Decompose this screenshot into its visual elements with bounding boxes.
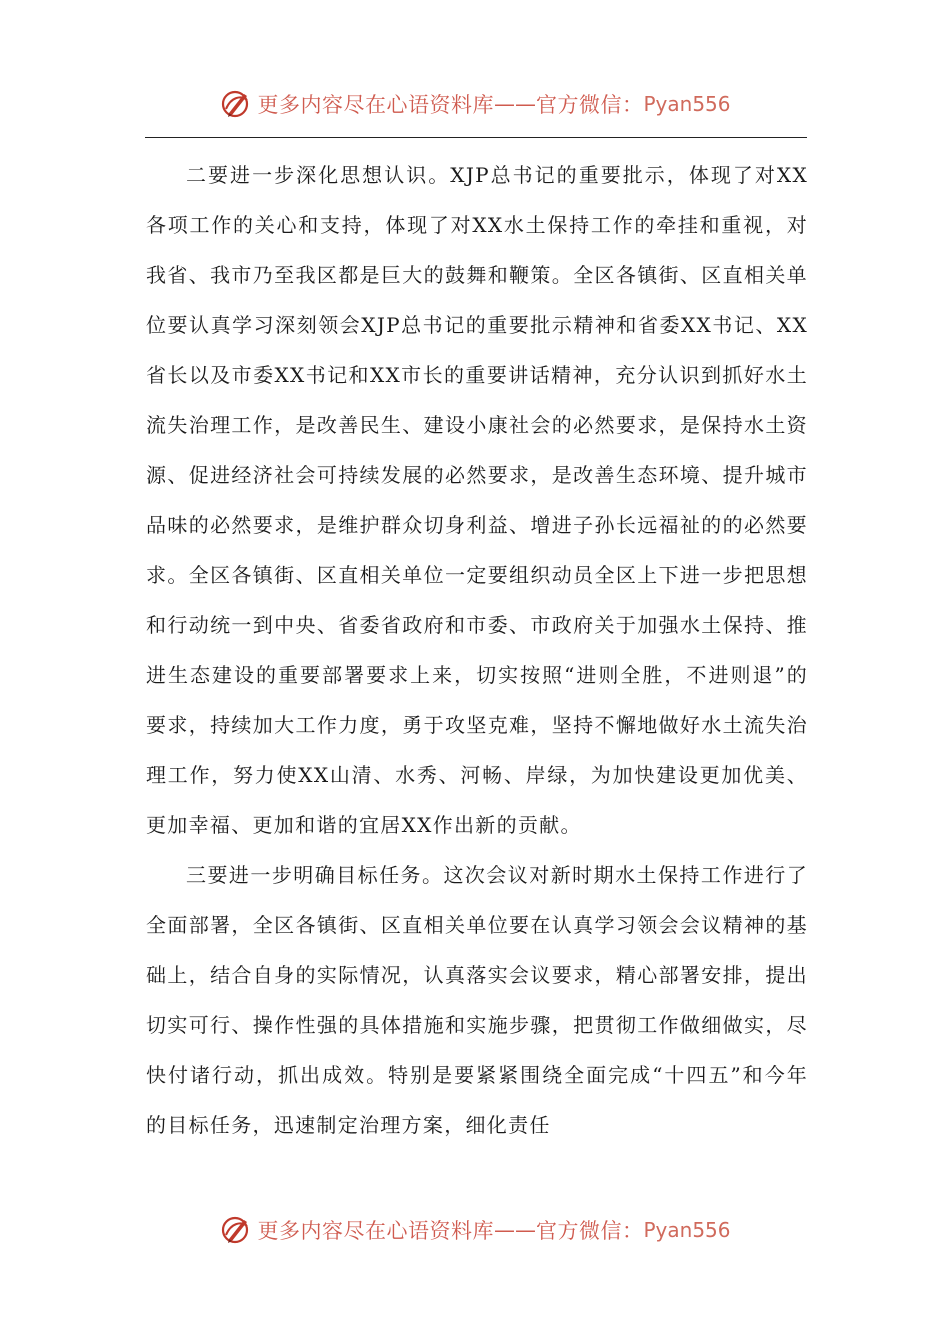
footer-banner [0, 1212, 950, 1248]
header-separator: —— [493, 92, 536, 116]
document-body [146, 150, 808, 1150]
paragraph-clarify-targets: 三要进一步明确目标任务。这次会议对新时期水土保持工作进行了全面部署，全区各镇街、区直相关单位要在认真学习领会会议精神的基础上，结合自身的实际情况，认真落实会议要求，精心部署安排，提出切实可行、操作性强的具体措施和实施步骤，把贯彻工作做细做实，尽快付诸行动，抓出成效。特别是要紧紧围绕全面完成“十四五”和今年的目标任务，迅速制定治理方案，细化责任 [146, 863, 808, 1137]
footer-wechat-account: Pyan556 [643, 1218, 731, 1242]
paragraph-deepen-understanding: 二要进一步深化思想认识。XJP总书记的重要批示，体现了对XX各项工作的关心和支持，体现了对XX水土保持工作的牵挂和重视，对我省、我市乃至我区都是巨大的鼓舞和鞭策。全区各镇街、区直相关单位要认真学习深刻领会XJP总书记的重要批示精神和省委XX书记、XX省长以及市委XX书记和XX市长的重要讲话精神，充分认识到抓好水土流失治理工作，是改善民生、建设小康社会的必然要求，是保持水土资源、促进经济社会可持续发展的必然要求，是改善生态环境、提升城市品味的必然要求，是维护群众切身利益、增进子孙长远福祉的的必然要求。全区各镇街、区直相关单位一定要组织动员全区上下进一步把思想和行动统一到中央、省委省政府和市委、市政府关于加强水土保持、推进生态建设的重要部署要求上来，切实按照“进则全胜，不进则退”的要求，持续加大工作力度，勇于攻坚克难，坚持不懈地做好水土流失治理工作，努力使XX山清、水秀、河畅、岸绿，为加快建设更加优美、更加幸福、更加和谐的宜居XX作出新的贡献。 [146, 163, 808, 837]
header-site-text: 更多内容尽在心语资料库 [257, 93, 494, 117]
header-banner [0, 86, 950, 122]
footer-site-text: 更多内容尽在心语资料库 [257, 1219, 494, 1243]
pen-swirl-logo-icon [219, 87, 253, 121]
header-wechat-account: Pyan556 [643, 92, 731, 116]
footer-separator: —— [493, 1218, 536, 1242]
header-wechat-label: 官方微信： [535, 93, 644, 117]
header-divider [145, 137, 807, 138]
pen-swirl-logo-icon [219, 1213, 253, 1247]
footer-wechat-label: 官方微信： [535, 1219, 644, 1243]
